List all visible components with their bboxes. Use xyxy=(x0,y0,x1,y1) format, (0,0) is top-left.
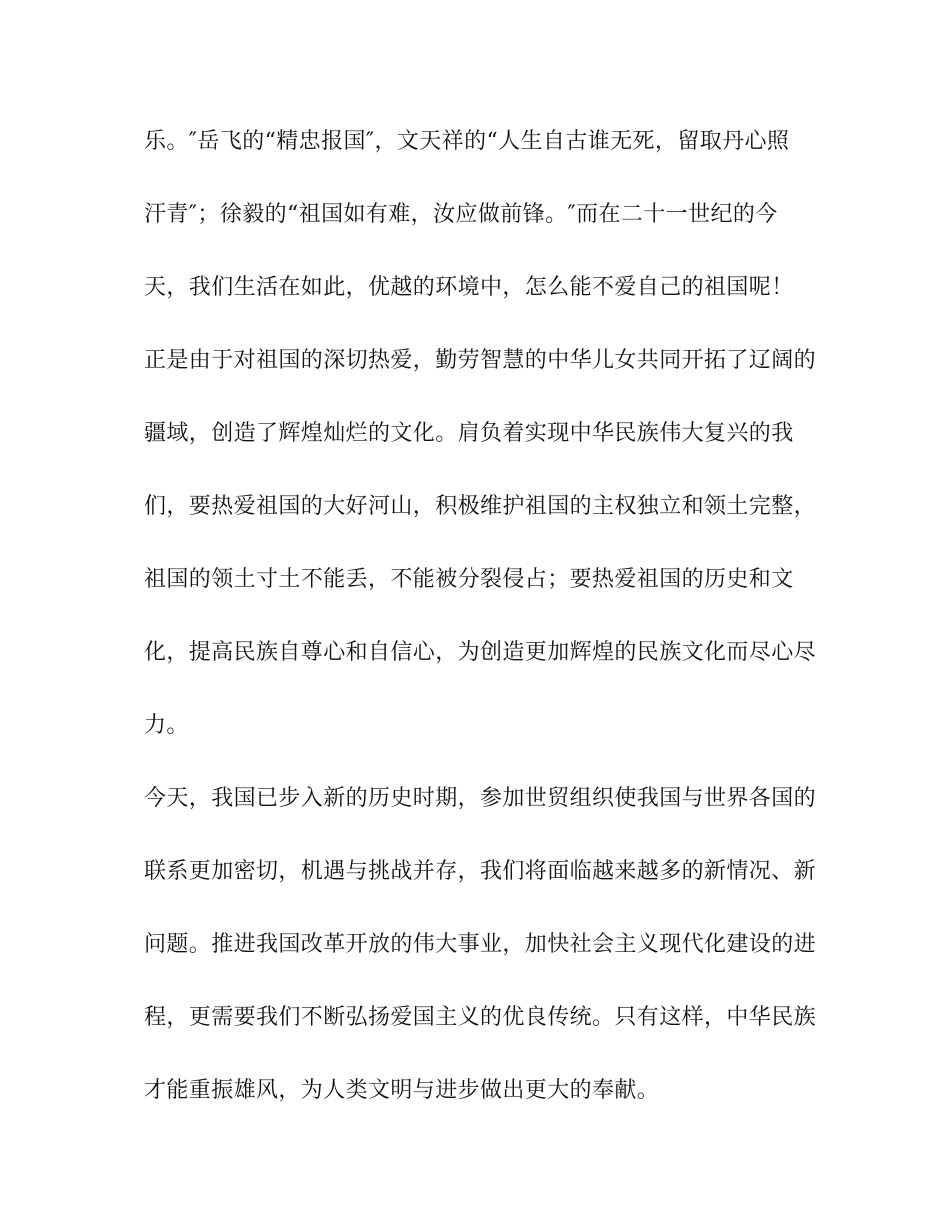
text-line: 力。 xyxy=(144,713,189,738)
text-line: 们，要热爱祖国的大好河山，积极维护祖国的主权独立和领土完整， xyxy=(144,494,817,519)
text-line: 汗青″；徐毅的“祖国如有难，汝应做前锋。″而在二十一世纪的今 xyxy=(144,202,778,227)
text-line: 化，提高民族自尊心和自信心，为创造更加辉煌的民族文化而尽心尽 xyxy=(144,640,817,665)
text-line: 天，我们生活在如此，优越的环境中，怎么能不爱自己的祖国呢！ xyxy=(144,275,794,300)
text-line: 问题。推进我国改革开放的伟大事业，加快社会主义现代化建设的进 xyxy=(144,932,817,957)
text-line: 疆域，创造了辉煌灿烂的文化。肩负着实现中华民族伟大复兴的我 xyxy=(144,421,794,446)
text-line: 祖国的领土寸土不能丢，不能被分裂侵占；要热爱祖国的历史和文 xyxy=(144,567,794,592)
text-line: 今天，我国已步入新的历史时期，参加世贸组织使我国与世界各国的 xyxy=(144,786,817,811)
text-line: 联系更加密切，机遇与挑战并存，我们将面临越来越多的新情况、新 xyxy=(144,859,817,884)
text-line: 正是由于对祖国的深切热爱，勤劳智慧的中华儿女共同开拓了辽阔的 xyxy=(144,348,817,373)
text-line: 程，更需要我们不断弘扬爱国主义的优良传统。只有这样，中华民族 xyxy=(144,1005,817,1030)
text-line: 乐。″岳飞的“精忠报国″，文天祥的“人生自古谁无死，留取丹心照 xyxy=(144,129,790,154)
text-line: 才能重振雄风，为人类文明与进步做出更大的奉献。 xyxy=(144,1078,660,1103)
